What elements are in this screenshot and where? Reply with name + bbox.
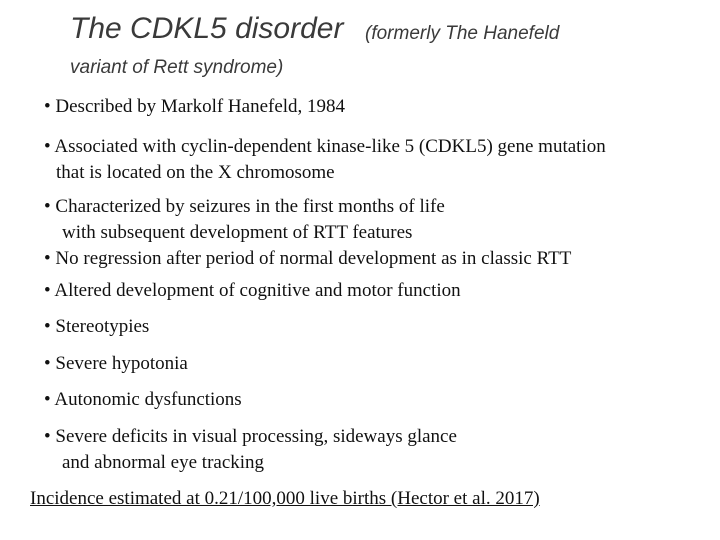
bullet-item: • Altered development of cognitive and motor function bbox=[44, 280, 461, 301]
bullet-item: • No regression after period of normal development as in classic RTT bbox=[44, 248, 572, 269]
bullet-item: • Associated with cyclin-dependent kinase-like 5 (CDKL5) gene mutation bbox=[44, 136, 606, 157]
title-subtitle-part1: (formerly The Hanefeld bbox=[365, 23, 560, 44]
title-main: The CDKL5 disorder bbox=[70, 12, 344, 45]
bullet-item: • Stereotypies bbox=[44, 316, 150, 337]
title-subtitle-part2: variant of Rett syndrome) bbox=[70, 57, 284, 78]
bullet-item: • Autonomic dysfunctions bbox=[44, 389, 242, 410]
bullet-item: • Severe deficits in visual processing, sideways glance bbox=[44, 426, 457, 447]
bullet-item-continuation: that is located on the X chromosome bbox=[56, 162, 335, 183]
incidence-footnote: Incidence estimated at 0.21/100,000 live births (Hector et al. 2017) bbox=[30, 488, 540, 509]
bullet-item: • Described by Markolf Hanefeld, 1984 bbox=[44, 96, 346, 117]
bullet-item: • Characterized by seizures in the first months of life bbox=[44, 196, 445, 217]
bullet-item: • Severe hypotonia bbox=[44, 353, 188, 374]
bullet-item-continuation: and abnormal eye tracking bbox=[62, 452, 265, 473]
bullet-item-continuation: with subsequent development of RTT features bbox=[62, 222, 413, 243]
